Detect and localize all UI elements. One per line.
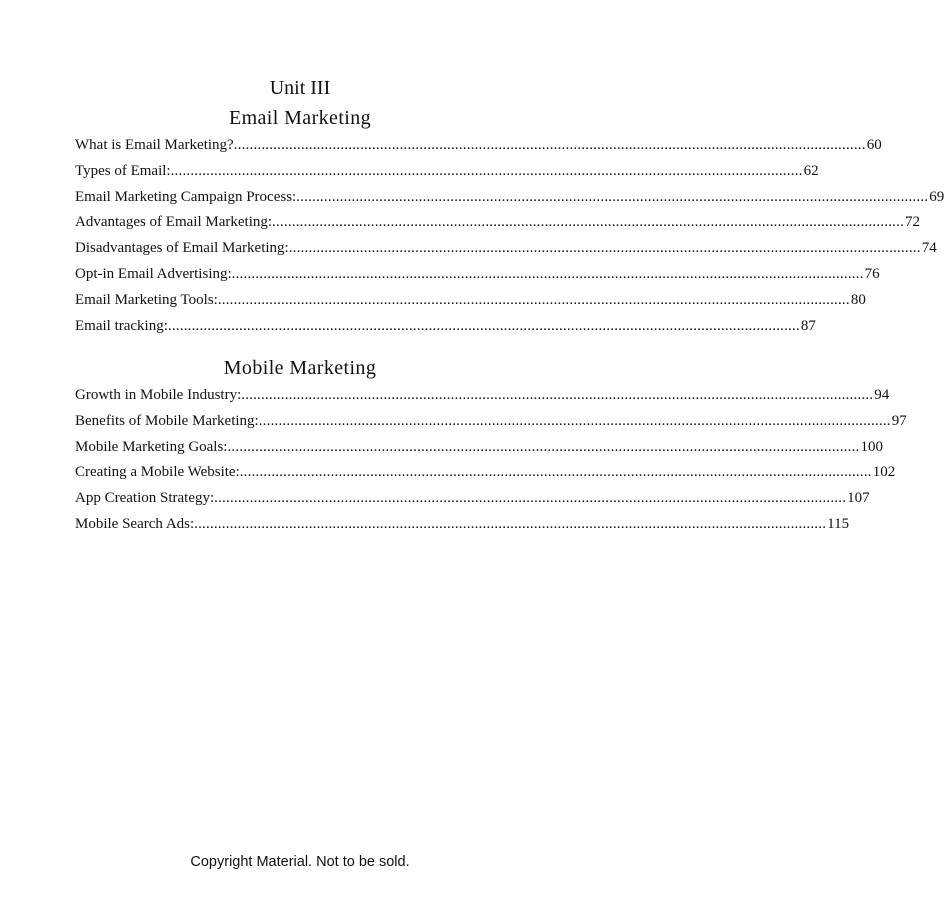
dot-leader: ................................................................................................................................................................	[241, 387, 874, 403]
toc-entry[interactable]	[75, 239, 937, 265]
toc-entry[interactable]	[75, 188, 944, 214]
toc-entry[interactable]	[75, 291, 866, 317]
toc-entry[interactable]	[75, 386, 890, 412]
toc-entry-page: 94	[874, 387, 890, 403]
dot-leader: ................................................................................................................................................................	[239, 464, 872, 481]
dot-leader: ................................................................................................................................................................	[258, 412, 891, 429]
dot-leader: ................................................................................................................................................................	[170, 162, 803, 179]
dot-leader: ................................................................................................................................................................	[167, 317, 800, 334]
toc-entry-label: What is Email Marketing?	[75, 137, 234, 153]
toc-entry-page: 115	[827, 515, 850, 532]
toc-entry[interactable]	[75, 136, 882, 162]
toc-entry-page: 76	[864, 265, 880, 282]
toc-entry[interactable]	[75, 438, 883, 464]
toc-entry-label: Email Marketing Tools:	[75, 291, 218, 308]
dot-leader: ................................................................................................................................................................	[214, 490, 847, 507]
dot-leader: ................................................................................................................................................................	[288, 240, 921, 257]
toc-entry-label: App Creation Strategy:	[75, 490, 215, 507]
toc-entry[interactable]	[75, 489, 870, 515]
toc-entry-label: Advantages of Email Marketing:	[75, 214, 273, 231]
toc-entry-label: Types of Email:	[75, 162, 171, 179]
toc-entry-page: 87	[800, 317, 816, 334]
dot-leader: ................................................................................................................................................................	[233, 137, 866, 153]
toc-list-mobile-marketing	[75, 386, 907, 541]
unit-title: Unit III	[269, 77, 331, 99]
toc-entry-page: 102	[872, 464, 896, 481]
toc-entry-page: 72	[905, 214, 921, 231]
copyright-footer: Copyright Material. Not to be sold.	[190, 854, 410, 870]
toc-entry[interactable]	[75, 162, 819, 188]
dot-leader: ................................................................................................................................................................	[296, 188, 929, 205]
toc-entry-label: Creating a Mobile Website:	[75, 464, 240, 481]
toc-entry-label: Mobile Marketing Goals:	[75, 438, 228, 455]
toc-entry[interactable]	[75, 463, 896, 489]
toc-entry[interactable]	[75, 317, 816, 343]
toc-entry-label: Growth in Mobile Industry:	[75, 387, 242, 403]
toc-entry-label: Opt-in Email Advertising:	[75, 265, 232, 282]
toc-entry-page: 107	[847, 490, 870, 507]
toc-entry-page: 100	[860, 438, 883, 455]
toc-entry[interactable]	[75, 213, 921, 239]
toc-entry-page: 69	[929, 188, 944, 205]
toc-entry-page: 60	[866, 137, 882, 153]
toc-entry-page: 62	[803, 162, 819, 179]
toc-entry-label: Disadvantages of Email Marketing:	[75, 240, 289, 257]
dot-leader: ................................................................................................................................................................	[217, 291, 850, 308]
section-heading-email-marketing: Email Marketing	[228, 107, 372, 129]
toc-entry[interactable]	[75, 412, 907, 438]
toc-entry-label: Mobile Search Ads:	[75, 515, 195, 532]
toc-list-email-marketing	[75, 136, 944, 342]
dot-leader: ................................................................................................................................................................	[194, 515, 827, 532]
toc-entry-page: 80	[850, 291, 866, 308]
toc-entry[interactable]	[75, 265, 880, 291]
dot-leader: ................................................................................................................................................................	[227, 438, 860, 455]
toc-entry-label: Email Marketing Campaign Process:	[75, 188, 297, 205]
dot-leader: ................................................................................................................................................................	[231, 265, 864, 282]
toc-entry-label: Benefits of Mobile Marketing:	[75, 412, 259, 429]
toc-entry-label: Email tracking:	[75, 317, 168, 334]
toc-entry[interactable]	[75, 515, 850, 541]
dot-leader: ................................................................................................................................................................	[272, 214, 905, 231]
section-heading-mobile-marketing: Mobile Marketing	[223, 357, 377, 379]
toc-entry-page: 97	[891, 412, 907, 429]
toc-entry-page: 74	[921, 240, 937, 257]
